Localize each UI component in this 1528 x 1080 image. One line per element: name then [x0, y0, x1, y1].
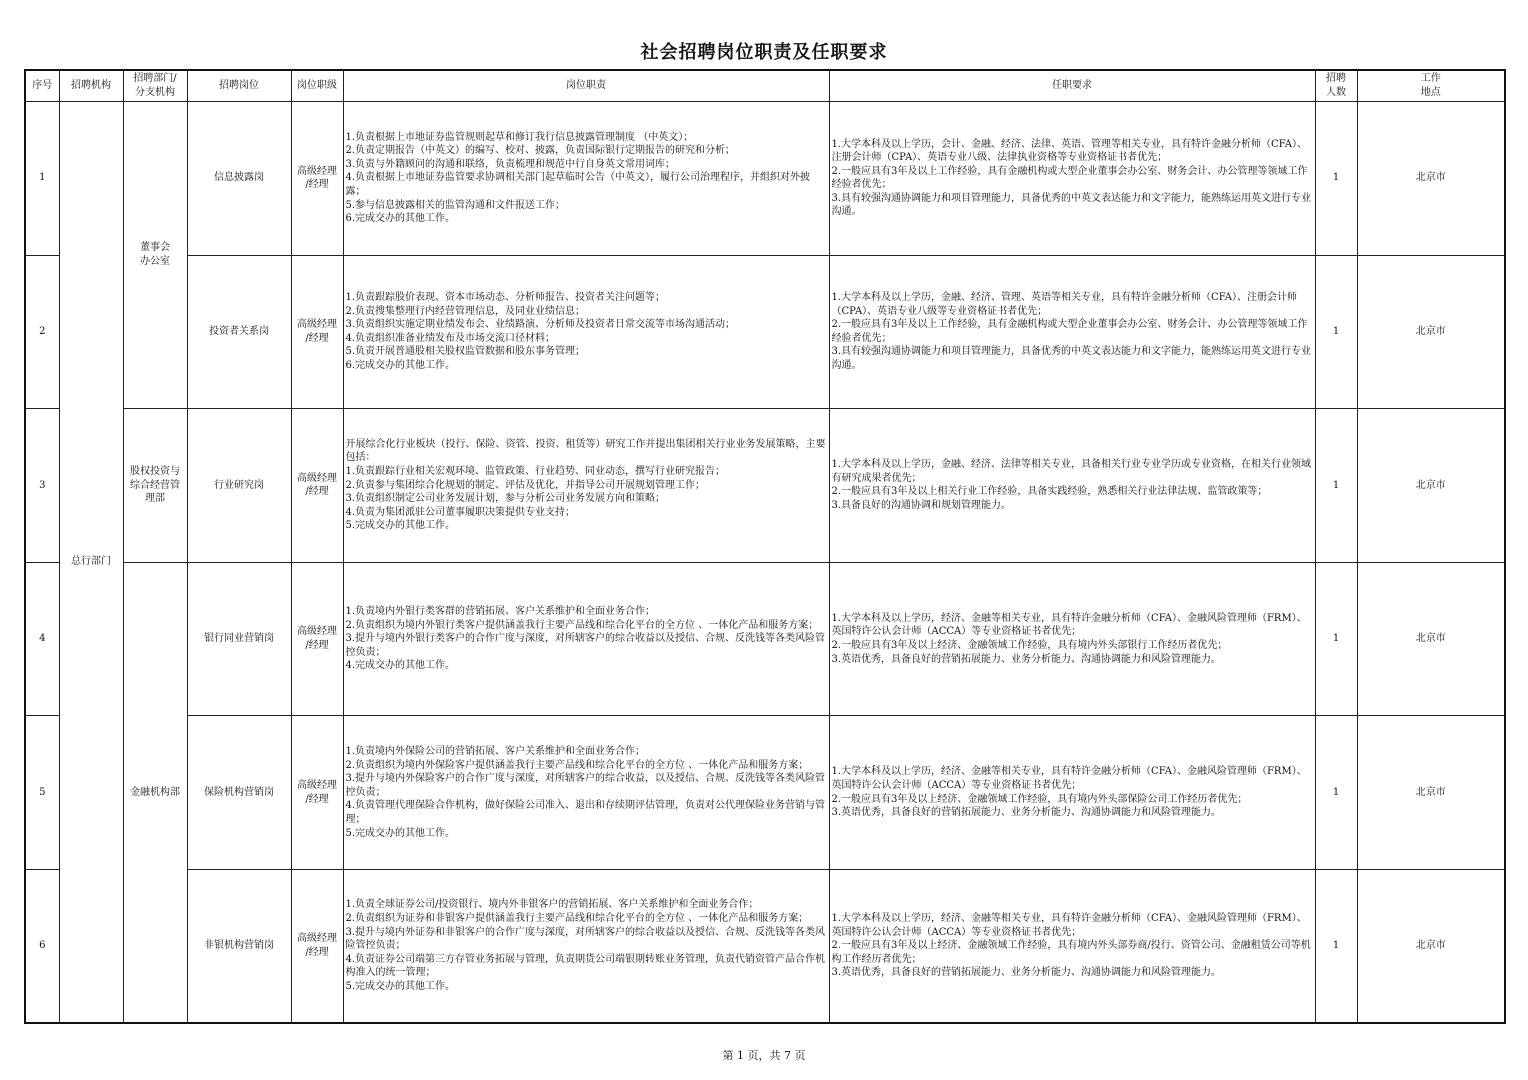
header-dept: 招聘部门/ 分支机构 — [123, 70, 187, 102]
row-reqs — [829, 255, 1315, 409]
row-seq: 3 — [25, 409, 59, 563]
recruitment-table — [24, 69, 1506, 1024]
row-duties — [343, 255, 829, 409]
row-count: 1 — [1315, 562, 1357, 716]
req-line: 3.具有较强沟通协调能力和项目管理能力，具备优秀的中英文表达能力和文字能力，能熟练运用英文进行专业沟通。 — [831, 192, 1312, 218]
row-post: 行业研究岗 — [187, 409, 291, 563]
req-line: 2.一般应具有3年及以上经济、金融领域工作经验，具有境内外头部银行工作经历者优先； — [831, 640, 1228, 652]
duty-line: 5.完成交办的其他工作。 — [345, 520, 456, 532]
req-line: 3.英语优秀，具备良好的营销拓展能力、业务分析能力、沟通协调能力和风险管理能力。 — [831, 653, 1222, 665]
row-count: 1 — [1315, 102, 1357, 256]
dept-cell: 金融机构部 — [123, 562, 187, 1023]
row-post: 非银机构营销岗 — [187, 869, 291, 1023]
row-seq: 4 — [25, 562, 59, 716]
duty-line: 4.负责组织准备业绩发布及市场交流口径材料； — [345, 332, 556, 344]
duty-line: 4.负责根据上市地证券监管要求协调相关部门起草临时公告（中英文），履行公司治理程序，并组织对外披露； — [345, 172, 811, 198]
duty-line: 2.负责参与集团综合化规划的制定、评估及优化，并指导公司开展规划管理工作； — [345, 479, 706, 491]
duty-line: 5.完成交办的其他工作。 — [345, 980, 456, 992]
row-level: 高级经理 /经理 — [291, 255, 343, 409]
duty-line: 2.负责搜集整理行内经营管理信息，及同业业绩信息； — [345, 305, 586, 317]
req-line: 1.大学本科及以上学历，经济、金融等相关专业，具有特许金融分析师（CFA）、金融风险管理师（FRM）、英国特许公认会计师（ACCA）等专业资格证书者优先； — [831, 766, 1307, 791]
row-post: 信息披露岗 — [187, 102, 291, 256]
row-count: 1 — [1315, 409, 1357, 563]
row-post: 保险机构营销岗 — [187, 716, 291, 870]
page-footer: 第 1 页，共 7 页 — [722, 1049, 806, 1062]
row-count: 1 — [1315, 255, 1357, 409]
row-level: 高级经理 /经理 — [291, 409, 343, 563]
row-level: 高级经理 /经理 — [291, 869, 343, 1023]
row-location: 北京市 — [1357, 102, 1505, 256]
duty-line: 5.负责开展普通股相关股权监管数据和股东事务管理； — [345, 346, 586, 358]
duty-line: 3.负责组织制定公司业务发展计划，参与分析公司业务发展方向和策略； — [345, 493, 666, 505]
row-level: 高级经理 /经理 — [291, 716, 343, 870]
row-reqs — [829, 409, 1315, 563]
duty-line: 3.提升与境内外银行类客户的合作广度与深度，对所辖客户的综合收益以及授信、合规、反洗钱等各类风险管控负责； — [345, 633, 826, 658]
duty-line: 5.完成交办的其他工作。 — [345, 827, 456, 839]
header-count: 招聘 人数 — [1315, 70, 1357, 102]
row-location: 北京市 — [1357, 562, 1505, 716]
req-line: 1.大学本科及以上学历，会计、金融、经济、法律、英语、管理等相关专业，具有特许金融分析师（CFA）、注册会计师（CPA）、英语专业八级、法律执业资格等专业资格证书者优先； — [831, 138, 1307, 164]
row-count: 1 — [1315, 869, 1357, 1023]
row-duties — [343, 409, 829, 563]
header-location: 工作 地点 — [1357, 70, 1505, 102]
row-location: 北京市 — [1357, 869, 1505, 1023]
req-line: 1.大学本科及以上学历，经济、金融等相关专业，具有特许金融分析师（CFA）、金融风险管理师（FRM）、英国特许公认会计师（ACCA）等专业资格证书者优先； — [831, 912, 1307, 938]
table-row — [25, 562, 1505, 716]
duty-line: 4.负责证券公司端第三方存管业务拓展与管理，负责期货公司端银期转账业务管理，负责代销资管产品合作机构准入的统一管理； — [345, 953, 826, 979]
req-line: 3.具有较强沟通协调能力和项目管理能力，具备优秀的中英文表达能力和文字能力，能熟练运用英文进行专业沟通。 — [831, 346, 1312, 372]
row-location: 北京市 — [1357, 409, 1505, 563]
duty-line: 3.负责与外籍顾问的沟通和联络，负责梳理和规范中行自身英文常用词库； — [345, 158, 676, 170]
req-line: 3.英语优秀，具备良好的营销拓展能力、业务分析能力、沟通协调能力和风险管理能力。 — [831, 807, 1222, 819]
row-seq: 2 — [25, 255, 59, 409]
req-line: 2.一般应具有3年及以上相关行业工作经验，具备实践经验，熟悉相关行业法律法规、监管政策等； — [831, 486, 1268, 498]
req-line: 1.大学本科及以上学历，金融、经济、法律等相关专业，具备相关行业专业学历或专业资格，在相关行业领域有研究成果者优先； — [831, 459, 1312, 484]
duty-line: 1.负责根据上市地证券监管规则起草和修订我行信息披露管理制度 （中英文）； — [345, 131, 694, 143]
header-reqs: 任职要求 — [829, 70, 1315, 102]
row-count: 1 — [1315, 716, 1357, 870]
row-reqs — [829, 869, 1315, 1023]
duty-line: 1.负责境内外保险公司的营销拓展、客户关系维护和全面业务合作； — [345, 746, 646, 758]
org-cell: 总行部门 — [59, 102, 123, 1024]
row-duties — [343, 869, 829, 1023]
row-reqs — [829, 716, 1315, 870]
row-level: 高级经理 /经理 — [291, 102, 343, 256]
table-row — [25, 102, 1505, 256]
table-row — [25, 255, 1505, 409]
req-line: 2.一般应具有3年及以上工作经验，具有金融机构或大型企业董事会办公室、财务会计、办公管理等领域工作经验者优先； — [831, 319, 1308, 344]
row-duties — [343, 716, 829, 870]
req-line: 1.大学本科及以上学历，经济、金融等相关专业，具有特许金融分析师（CFA）、金融风险管理师（FRM）、英国特许公认会计师（ACCA）等专业资格证书者优先； — [831, 612, 1307, 638]
row-duties — [343, 102, 829, 256]
duty-line: 2.负责定期报告（中英文）的编写、校对、披露，负责国际银行定期报告的研究和分析； — [345, 145, 736, 157]
duty-line: 开展综合化行业板块（投行、保险、资管、投资、租赁等）研究工作并提出集团相关行业业务发展策略，主要包括： — [345, 438, 826, 464]
table-row — [25, 869, 1505, 1023]
table-row — [25, 409, 1505, 563]
row-seq: 5 — [25, 716, 59, 870]
table-header-row — [25, 70, 1505, 102]
duty-line: 1.负责全球证券公司/投资银行、境内外非银客户的营销拓展、客户关系维护和全面业务合作； — [345, 899, 759, 911]
row-post: 银行同业营销岗 — [187, 562, 291, 716]
header-post: 招聘岗位 — [187, 70, 291, 102]
duty-line: 6.完成交办的其他工作。 — [345, 360, 456, 372]
duty-line: 3.提升与境内外证券和非银客户的合作广度与深度，对所辖客户的综合收益以及授信、合规、反洗钱等各类风险管控负责； — [345, 926, 826, 952]
table-row — [25, 716, 1505, 870]
duty-line: 3.提升与境内外保险客户的合作广度与深度，对所辖客户的综合收益，以及授信、合规、反洗钱等各类风险管控负责； — [345, 773, 826, 798]
duty-line: 4.完成交办的其他工作。 — [345, 660, 456, 672]
header-level: 岗位职级 — [291, 70, 343, 102]
dept-cell: 董事会 办公室 — [123, 102, 187, 409]
row-duties — [343, 562, 829, 716]
req-line: 1.大学本科及以上学历，金融、经济、管理、英语等相关专业，具有特许金融分析师（CFA）、注册会计师（CPA）、英语专业八级等专业资格证书者优先； — [831, 292, 1297, 317]
duty-line: 1.负责跟踪行业相关宏观环境、监管政策、行业趋势、同业动态，撰写行业研究报告； — [345, 466, 726, 478]
page-title: 社会招聘岗位职责及任职要求 — [640, 42, 888, 63]
header-seq: 序号 — [25, 70, 59, 102]
duty-line: 1.负责境内外银行类客群的营销拓展、客户关系维护和全面业务合作； — [345, 606, 656, 618]
duty-line: 4.负责管理代理保险合作机构，做好保险公司准入、退出和存续期评估管理，负责对公代理保险业务营销与管理； — [345, 800, 826, 825]
duty-line: 4.负责为集团派驻公司董事履职决策提供专业支持； — [345, 506, 576, 518]
req-line: 2.一般应具有3年及以上工作经验，具有金融机构或大型企业董事会办公室、财务会计、办公管理等领域工作经验者优先； — [831, 165, 1308, 191]
duty-line: 5.参与信息披露相关的监管沟通和文件报送工作； — [345, 199, 566, 211]
req-line: 3.英语优秀，具备良好的营销拓展能力、业务分析能力、沟通协调能力和风险管理能力。 — [831, 967, 1222, 979]
row-seq: 1 — [25, 102, 59, 256]
row-level: 高级经理 /经理 — [291, 562, 343, 716]
row-post: 投资者关系岗 — [187, 255, 291, 409]
dept-cell: 股权投资与 综合经营管 理部 — [123, 409, 187, 563]
row-location: 北京市 — [1357, 716, 1505, 870]
header-duties: 岗位职责 — [343, 70, 829, 102]
duty-line: 2.负责组织为境内外保险客户提供涵盖我行主要产品线和综合化平台的全方位 、一体化产品和服务方案； — [345, 759, 809, 771]
header-org: 招聘机构 — [59, 70, 123, 102]
duty-line: 3.负责组织实施定期业绩发布会、业绩路演、分析师及投资者日常交流等市场沟通活动； — [345, 319, 736, 331]
req-line: 2.一般应具有3年及以上经济、金融领域工作经验，具有境内外头部券商/投行、资管公司、金融租赁公司等机构工作经历者优先； — [831, 940, 1311, 965]
req-line: 3.具备良好的沟通协调和规划管理能力。 — [831, 500, 1012, 512]
duty-line: 1.负责跟踪股价表现、资本市场动态、分析师报告、投资者关注问题等； — [345, 292, 666, 304]
row-reqs — [829, 562, 1315, 716]
duty-line: 6.完成交办的其他工作。 — [345, 213, 456, 225]
row-location: 北京市 — [1357, 255, 1505, 409]
duty-line: 2.负责组织为证券和非银客户提供涵盖我行主要产品线和综合化平台的全方位 、一体化产品和服务方案； — [345, 912, 809, 924]
duty-line: 2.负责组织为境内外银行类客户提供涵盖我行主要产品线和综合化平台的全方位 、一体化产品和服务方案； — [345, 619, 819, 631]
row-seq: 6 — [25, 869, 59, 1023]
row-reqs — [829, 102, 1315, 256]
req-line: 2.一般应具有3年及以上经济、金融领域工作经验，具有境内外头部保险公司工作经历者优先； — [831, 793, 1248, 805]
